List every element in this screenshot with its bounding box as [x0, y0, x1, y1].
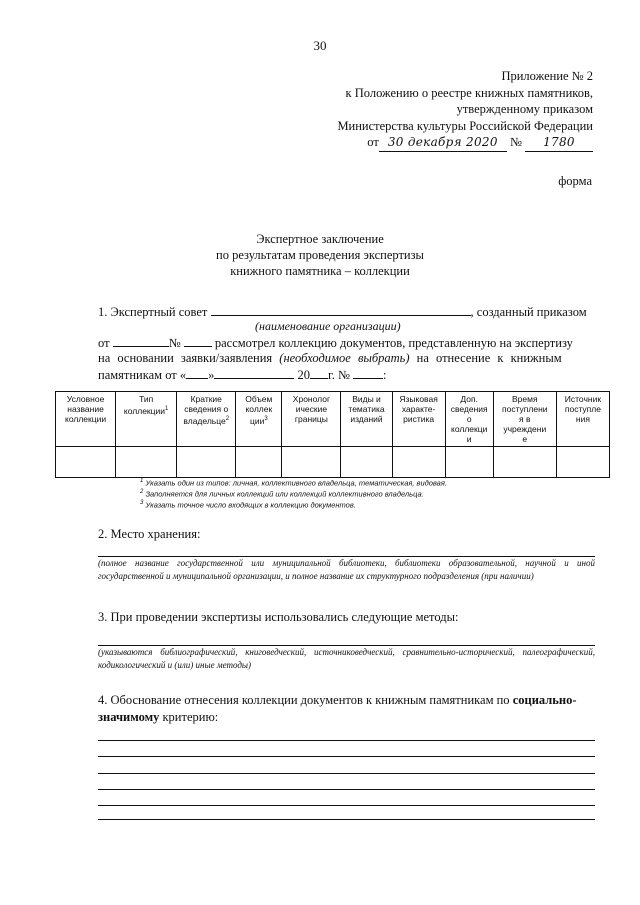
title-line-1: Экспертное заключение — [256, 232, 384, 246]
year-no: г. № — [328, 368, 350, 382]
title-line-3: книжного памятника – коллекции — [230, 264, 410, 278]
appendix-line-1: Приложение № 2 — [501, 69, 593, 83]
table-cell[interactable] — [177, 447, 236, 478]
justification-line-3[interactable] — [98, 773, 595, 774]
footnote-2: $^2$ Заполняется для личных коллекций или коллекций коллективного владельца. — [140, 489, 424, 499]
header-cell: Тип коллекции$^1$ — [116, 392, 177, 447]
header-cell: Краткие сведения о владельце$^2$ — [177, 392, 236, 447]
table-header-row — [56, 392, 610, 447]
expert-council-blank[interactable] — [211, 303, 471, 316]
justification-line-4[interactable] — [98, 789, 595, 790]
appendix-header — [337, 68, 593, 152]
header-cell: Условное название коллекции — [56, 392, 116, 447]
form-label: форма — [558, 174, 592, 188]
section-1-line-4 — [98, 366, 595, 384]
justification-line-2[interactable] — [98, 756, 595, 757]
handwritten-number: 1780 — [525, 134, 593, 152]
footnote-3: $^3$ Указать точное число входящих в коллекцию документов. — [140, 500, 356, 510]
document-title — [0, 231, 640, 279]
justification-line-1[interactable] — [98, 740, 595, 741]
table-cell[interactable] — [341, 447, 392, 478]
date-blank[interactable] — [113, 334, 169, 347]
day-blank[interactable] — [186, 366, 208, 379]
table-cell[interactable] — [116, 447, 177, 478]
justification-line-6[interactable] — [98, 819, 595, 820]
collection-table — [55, 391, 610, 478]
header-cell: Хронолог ические границы — [282, 392, 341, 447]
month-blank[interactable] — [214, 366, 294, 379]
section-1-text-2: рассмотрел коллекцию документов, представленную на экспертизу — [214, 336, 573, 350]
header-cell: Объем коллек ции$^3$ — [236, 392, 282, 447]
header-cell: Доп. сведения о коллекци и — [445, 392, 493, 447]
justification-line-5[interactable] — [98, 805, 595, 806]
from-label: от — [367, 135, 379, 149]
section-1-text-3-end: на отнесение к книжным — [416, 351, 562, 365]
appendix-line-3: утвержденному приказом — [456, 102, 593, 116]
colon: : — [383, 368, 387, 382]
section-1-line-3 — [98, 350, 595, 367]
section-1-start: 1. Экспертный совет — [98, 305, 208, 319]
table-cell[interactable] — [445, 447, 493, 478]
order-number-blank[interactable] — [184, 334, 212, 347]
quote-close: » — [208, 368, 215, 382]
section-4-title: 4. Обоснование отнесения коллекции документов к книжным памятникам по социально- значимому критерию: — [98, 693, 577, 724]
table-cell[interactable] — [56, 447, 116, 478]
header-cell: Виды и тематика изданий — [341, 392, 392, 447]
header-cell: Время поступлени я в учреждени е — [493, 392, 556, 447]
footnote-1: $^1$ Указать один из типов: личная, коллективного владельца, тематическая, видовая. — [140, 478, 447, 488]
table-cell[interactable] — [282, 447, 341, 478]
section-1-end: , созданный приказом — [470, 305, 587, 319]
number-label: № — [509, 135, 522, 149]
year-blank[interactable] — [310, 366, 328, 379]
choose-italic: (необходимое выбрать) — [279, 351, 410, 365]
table-row — [56, 447, 610, 478]
header-cell: Источник поступле ния — [556, 392, 609, 447]
title-line-2: по результатам проведения экспертизы — [216, 248, 424, 262]
section-2-note: (полное название государственной или муниципальной библиотеки, библиотеки образовательной, научной и иной государственной и муниципальной организации, и полное название их структурного подразделения (при наличии) — [98, 558, 595, 581]
section-3-title: 3. При проведении экспертизы использовались следующие методы: — [98, 610, 459, 624]
no-word: № — [168, 336, 181, 350]
table-cell[interactable] — [392, 447, 445, 478]
appendix-date-line — [337, 134, 593, 152]
section-3-note: (указываются библиографический, книговедческий, источниковедческий, сравнительно-исторический, палеографический, кодикологический и (или) иные методы) — [98, 647, 595, 670]
section-1-text-3: на основании заявки/заявления — [98, 351, 273, 365]
memorial-from: памятникам от « — [98, 368, 187, 382]
appendix-line-4: Министерства культуры Российской Федерации — [337, 118, 593, 133]
table-cell[interactable] — [493, 447, 556, 478]
org-caption: (наименование организации) — [255, 319, 401, 333]
handwritten-date: 30 декабря 2020 — [379, 134, 507, 152]
table-cell[interactable] — [236, 447, 282, 478]
appendix-line-2: к Положению о реестре книжных памятников, — [345, 85, 593, 100]
section-2-title: 2. Место хранения: — [98, 527, 201, 541]
page-number: 30 — [313, 38, 327, 53]
application-number-blank[interactable] — [353, 366, 383, 379]
year-prefix: 20 — [297, 368, 311, 382]
from-word: от — [98, 336, 110, 350]
header-cell: Языковая характе- ристика — [392, 392, 445, 447]
table-cell[interactable] — [556, 447, 609, 478]
